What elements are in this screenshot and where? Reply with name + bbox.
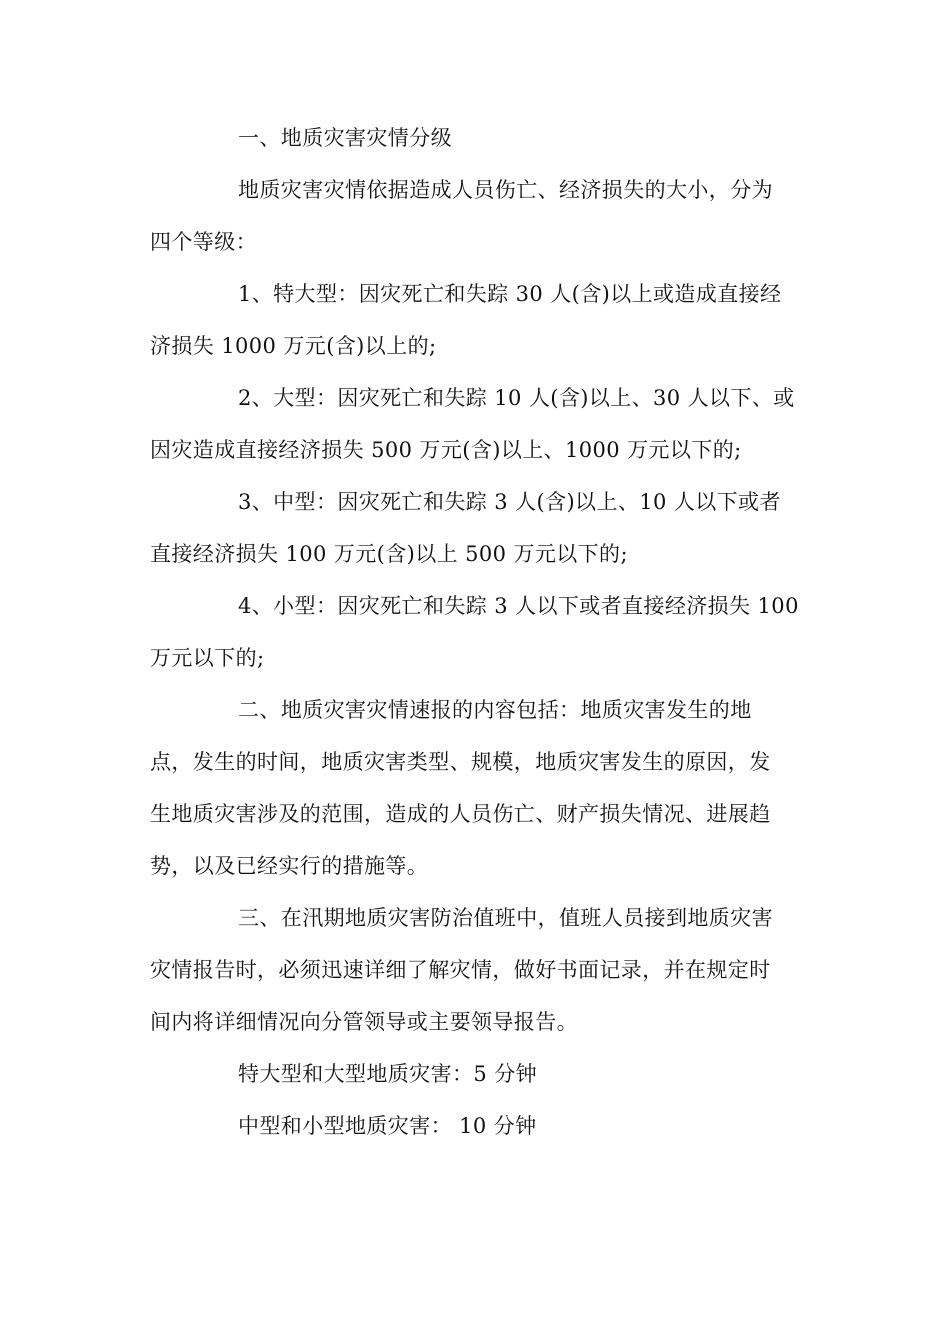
text-line: 万元以下的;	[150, 646, 265, 670]
text-line: 地质灾害灾情依据造成人员伤亡、经济损失的大小，分为	[238, 178, 773, 202]
text-line: 一、地质灾害灾情分级	[238, 126, 452, 150]
text-line: 直接经济损失 100 万元(含)以上 500 万元以下的;	[150, 542, 628, 566]
paragraph-level-1	[150, 268, 800, 372]
paragraph-report-time-small	[150, 1100, 800, 1152]
paragraph-level-3	[150, 476, 800, 580]
paragraph-report-time-large	[150, 1048, 800, 1100]
text-line: 济损失 1000 万元(含)以上的;	[150, 334, 437, 358]
text-line: 四个等级：	[150, 230, 257, 254]
text-line: 中型和小型地质灾害： 10 分钟	[238, 1114, 537, 1138]
paragraph-section-2-report-content	[150, 684, 800, 892]
text-line: 间内将详细情况向分管领导或主要领导报告。	[150, 1010, 578, 1034]
text-line: 3、中型：因灾死亡和失踪 3 人(含)以上、10 人以下或者	[238, 490, 781, 514]
heading-disaster-classification	[150, 112, 800, 164]
paragraph-level-4	[150, 580, 800, 684]
text-line: 生地质灾害涉及的范围，造成的人员伤亡、财产损失情况、进展趋	[150, 802, 771, 826]
paragraph-level-2	[150, 372, 800, 476]
text-line: 灾情报告时，必须迅速详细了解灾情，做好书面记录，并在规定时	[150, 958, 771, 982]
text-line: 1、特大型：因灾死亡和失踪 30 人(含)以上或造成直接经	[238, 282, 782, 306]
text-line: 二、地质灾害灾情速报的内容包括：地质灾害发生的地	[238, 698, 752, 722]
text-line: 势，以及已经实行的措施等。	[150, 854, 429, 878]
text-line: 点，发生的时间，地质灾害类型、规模，地质灾害发生的原因，发	[150, 750, 771, 774]
text-line: 三、在汛期地质灾害防治值班中，值班人员接到地质灾害	[238, 906, 773, 930]
paragraph-intro	[150, 164, 800, 268]
text-line: 因灾造成直接经济损失 500 万元(含)以上、1000 万元以下的;	[150, 438, 742, 462]
text-line: 4、小型：因灾死亡和失踪 3 人以下或者直接经济损失 100	[238, 594, 799, 618]
document-body	[150, 112, 800, 1152]
paragraph-section-3-duty	[150, 892, 800, 1048]
text-line: 特大型和大型地质灾害：5 分钟	[238, 1062, 538, 1086]
text-line: 2、大型：因灾死亡和失踪 10 人(含)以上、30 人以下、或	[238, 386, 795, 410]
